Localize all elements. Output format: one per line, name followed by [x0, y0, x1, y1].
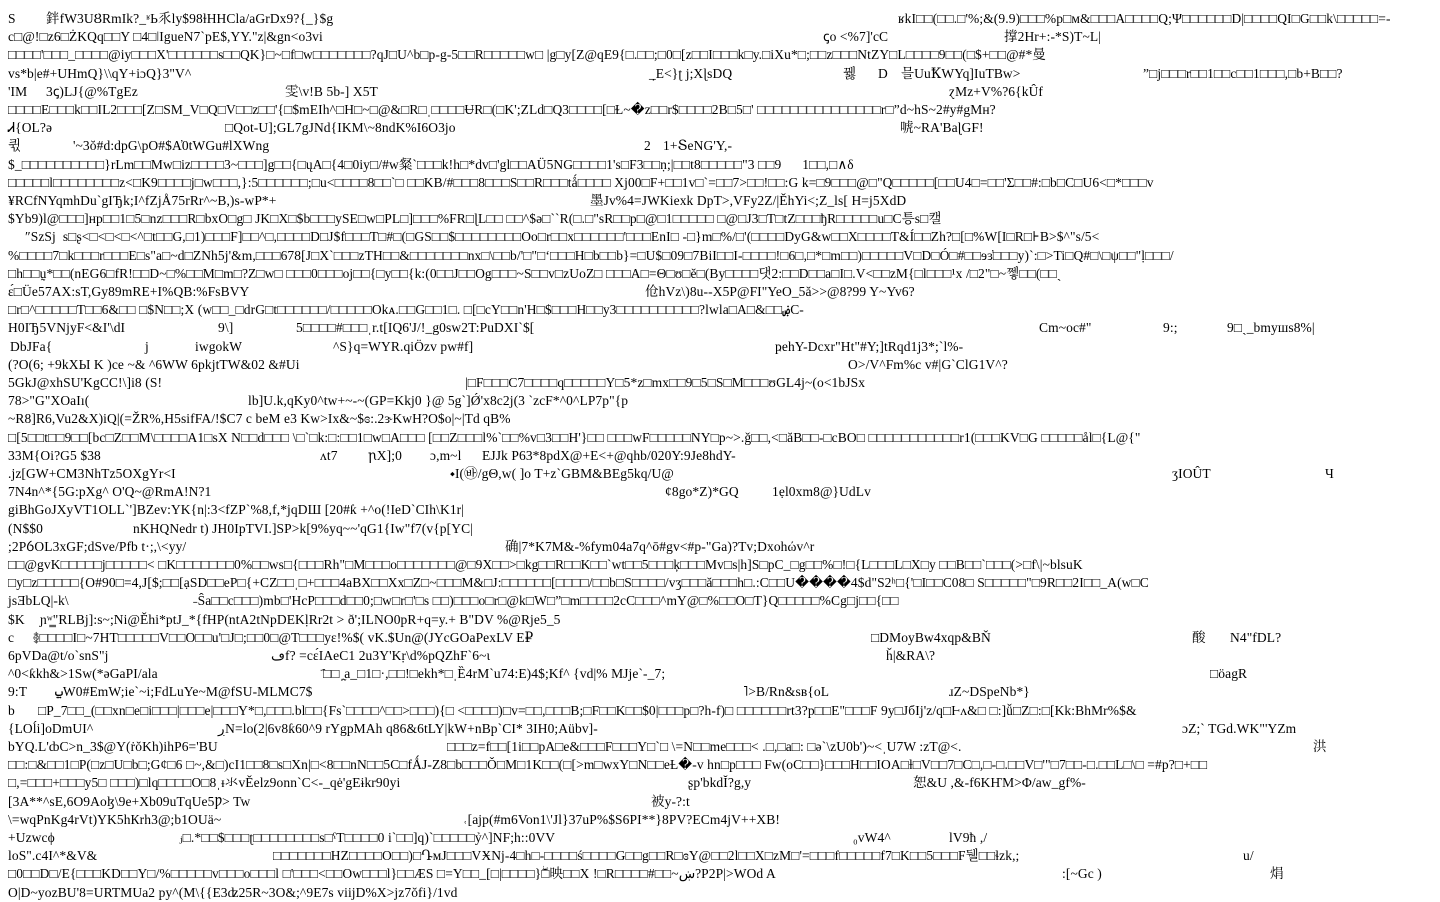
text-segment: O|D~yozBU'8=URTMUa2 py^(M\{{E3ʣ25R~3O&;^9E7s viijD%X>jz7ŏfi}/1vd: [8, 885, 458, 900]
text-segment: □,=□□□+□□□y5□ □□□)□lq□□□□O□8ˌᵻ氺vĚelz9onn`C<-_qė'gEɨkr90yi: [8, 775, 401, 790]
text-segment: ʁkI□□(□□.□'%;&(9.9)□□□%p□м&□□□A□□□□Q;Ψ□□□□□□D|□□□□QI□G□□k\□□□□□=-: [898, 11, 1391, 26]
text-line: [0, 793, 1440, 811]
text-segment: loS".c4I^*&V&: [8, 848, 98, 863]
text-line: [0, 156, 1440, 174]
text-segment: 꿿: [843, 66, 857, 81]
text-segment: S: [8, 11, 16, 26]
text-line: [0, 647, 1440, 665]
text-segment: |□F□□□C7□□□□q□□□□□Y□5*z□mx□□9□5□S□M□□□ʊGL4j~(o<1bJSx: [465, 375, 866, 390]
text-segment: ꞃX];0: [368, 448, 402, 463]
text-segment: ”□j□□□r□□1□□c□□1□□□,□b+B□□?: [1143, 66, 1343, 81]
text-segment: $_□□□□□□□□□□}rLm□□Mw□iz□□□□3~□□□]g□□{□ųA□{4□0iy□/#w粲`□□□k!h□*dv□'gl□□AÜ5NG□□□□1's□F3□□ṇ;|□□t8□□□□□"3 □□9 1□□,□∧δ: [8, 157, 854, 172]
text-line: [0, 410, 1440, 428]
text-segment: u/: [1243, 848, 1254, 863]
text-segment: 1+ՏeNG'Y,-: [663, 138, 733, 153]
text-line: [0, 556, 1440, 574]
text-segment: 酸: [1192, 630, 1206, 645]
text-segment: ࿅□□□□I□~7HT□□□□□V□□O□□u'□J□;□□0□@T□□□yɛ!%$( vK.$Un@(JYcGOaPexLV E₽: [33, 630, 534, 645]
text-segment: {LOĺi]oDmUI^: [8, 721, 94, 736]
text-segment: 9\]: [218, 320, 234, 335]
text-line: [0, 574, 1440, 592]
text-segment: ꞔo <%7]'cC: [823, 29, 889, 44]
text-segment: b: [8, 703, 15, 718]
text-line: [0, 847, 1440, 865]
text-segment: 5GkJ@xhSU'KgCC!\]i8 (S!: [8, 375, 163, 390]
text-segment: ҏehY-Dcxr"Ht"#Y;]tRqd1j3*;`l%-: [775, 339, 964, 354]
text-segment: H0IЂ5VNjyF<&I'\dI: [8, 320, 126, 335]
text-segment: 鉡fW3UȢRmIk?_ʶЬ乑ly$98ɫHHCla/aGrDx9?{_}$g: [46, 11, 334, 26]
text-segment: ^0<ƙkh&>1Sw(*ǝGaPI/ala: [8, 666, 158, 681]
text-segment: giBhGoJXyVT1OLL`']BZev:YK{n|:3<fZP`%8,f,*jqDШ [20#ƙ +^o(!IeD`CIh\K1r|: [8, 502, 465, 517]
text-segment: Ч: [1325, 466, 1334, 481]
text-segment: $Yb9)l@□□□]нp□□1□5□nz□□□R□bxO□g□ JK□X□$b□□□ySE□w□PL□]□□□%FR□ɭL□□ □□^$ǝ□``R(□.□"sR□□p□@□1□□□□□ □@□J3□T□tZ□□□ђR□□□□□u□C틍s□캘: [8, 211, 942, 226]
text-segment: 恕&U ,&-f6KҤM>Φ/aw_gf%-: [913, 775, 1086, 790]
text-segment: ₀vW4^: [853, 830, 891, 845]
text-segment: 퀷: [8, 138, 22, 153]
text-line: [0, 538, 1440, 556]
text-line: [0, 683, 1440, 701]
text-segment: ȟ|&RA\?: [886, 648, 936, 663]
text-segment: ~R8]R6,Vu2&X)iQ|(=ŽR%,H5sifFA/!$C7 c beM e3 Kw>Ix&~$ɞ:.2ɝKwH?O$o|~|Td qB%: [8, 411, 511, 426]
text-segment: 9□ˏ_bmyшs8%|: [1227, 320, 1315, 335]
text-segment: □□@gvK□□□□□j□□□□□< □K□□□□□□□0%□□ws□{□□□Rh"□M□□□o□□□□□□□@□9X□□>□kg□□R□□K□□`wt□□5□□□ķ□□□Mv□s|h]S□pC_□g□□%□!□{L□□□L□X□y □□B□□`□□□(>□f\|~blsuK: [8, 557, 1083, 572]
text-segment: 3ꞔ)LJ{@%TgEz: [46, 84, 138, 99]
text-segment: □P_7□□_(□□xn□e□i□□□|□□□e|□□□Y*□,□□□.bl□□{Fs`□□□□^□□>□□□){□ <□□□□)□v=□□,□□□B;□F□□K□□$0|□□□p□?h-f)□ □□□□□□rt3?p□□E"□□□F 9y□JбIj'z/q□Ⱶʌ&□ □:]ǚ□Z□:□[Kk:BhMr%$&: [38, 703, 1137, 718]
text-segment: ^S}q=WYR.qiÖzv pw#f]: [333, 339, 474, 354]
text-segment: ʒIOÛT: [1172, 466, 1211, 481]
text-segment: \=wqPnKg4rVt)YK5hКrh3@;b1OUä~: [8, 812, 222, 827]
text-segment: ˗Ŝa□□c□□□)mb□'HcP□□□d□□0;□w□r□'□s □□)□□□o□r□@k□W□ˮ□m□□□□2cC□□□^mY@□%□□O□T}Q□□□□□%Cg□j□□{□□: [193, 593, 899, 608]
text-segment: □r□^□□□□□T□□6&□□ □$N□□;X (w□□_□drG□t□□□□□□/□□□□□Okᴀ.□□G□□1□. □[□cY□□n'H□$□□□H□□y3□□□□□□□□□□?lwla□A□&□□ۻC-: [8, 302, 804, 317]
text-segment: Ꮧ{OL?ǝ: [8, 120, 53, 135]
text-segment: lb]U.k,qKy0^tw+~-~(GP=Kkj0 }@ 5g`]Ǿ'x8c2j(3 `zcF*^0^LP7p"{p: [248, 393, 629, 408]
text-line: [0, 665, 1440, 683]
text-segment: .jz[GW+CM3NhTz5OXgYr<I: [8, 466, 176, 481]
text-segment: 雯\v!B 5b-] X5T: [285, 84, 378, 99]
text-line: [0, 720, 1440, 738]
text-segment: $K: [8, 612, 25, 627]
text-segment: ݐW0#EmW;ie`~i;FdLuYe~M@fSU-MLMC7$: [55, 684, 313, 699]
text-segment: □0□□D□/E{□□□KD□□Y□/%□□□□□v□□□o□□□l □'□□□<□□Ow□□□l}□□ӔS □=Y□□_[□|□□□□}ۖ□映□□X !□R□□□□#□□~ښ?P2P|>WOd A: [8, 866, 776, 881]
text-line: [0, 10, 1440, 28]
text-segment: ʌt7: [320, 448, 338, 463]
text-segment: 伧hVz\)8u--X5P@FI"YeO_5ă>>@8?99 Y~Yv6?: [645, 284, 915, 299]
text-segment: ɔZ;` TGd.WK"'YZm: [1182, 721, 1297, 736]
text-segment: 撑2Hr+:-*S)T~L|: [1004, 29, 1102, 44]
text-line: [0, 301, 1440, 319]
text-segment: 78>"G"XOaIı(: [8, 393, 90, 408]
text-segment: 6pVDa@t/o`snS"j: [8, 648, 109, 663]
text-segment: 1ẹl0xm8@}UdLv: [772, 484, 871, 499]
text-segment: ¢8go*Z)*GQ: [665, 484, 739, 499]
text-line: [0, 137, 1440, 155]
text-segment: 33M{Oi?G5 $38: [8, 448, 101, 463]
text-segment: ˥>B/Rn&sʙ{oL: [743, 684, 830, 699]
text-segment: 믈UuꝀWYq]IuTBw>: [901, 66, 1021, 81]
text-segment: +Uzwcϕ: [8, 830, 55, 845]
text-segment: ⱼ□.*□□$□□□ʈ□□□□□□□□s□ˤT□□□□0 i`□□]q)`□□□□□ỷ^]NF;h::0VV: [179, 830, 556, 845]
text-segment: □[5□□t□□9□□[bc□Z□□M\□□□□A1□sX N□□d□□□ \□`□k:□:□□1□w□A□□□ [□□Z□□□l%`□□%v□3□□H'}□□ □□□wF□□□□□NY□p~>.ǧ□□,<□ăB□□-□cBO□ □□□□□□□□□□□r1(□□□KV□G □□□□□ål□{L@{": [8, 430, 1141, 445]
text-line: [0, 265, 1440, 283]
text-line: [0, 283, 1440, 301]
text-segment: □öagR: [1210, 666, 1248, 681]
text-segment: c□@!□z6□ŻKQq□□Y □4□ǀIgueN7`pE$,YY."z|&gn<o3vi: [8, 29, 323, 44]
text-line: [0, 319, 1440, 337]
text-segment: ;2PỽOL3xGF;dSve/Pfb t·;,\<yy/: [8, 539, 187, 554]
text-line: [0, 119, 1440, 137]
text-segment: 被y-?:t: [651, 794, 690, 809]
text-segment: 9:;: [1163, 320, 1178, 335]
text-line: [0, 83, 1440, 101]
text-line: [0, 447, 1440, 465]
text-segment: 9:T: [8, 684, 28, 699]
text-line: [0, 483, 1440, 501]
text-segment: ɛ́□Üe57AX:sT,Gy89mRE+I%QB:%FsBVY: [8, 284, 250, 299]
text-segment: ¥RCfNYqmhDu`gIЂk;I^fZjÅ75rRr^~B,)s-wP*+: [8, 193, 277, 208]
text-segment: N4"fDL?: [1230, 630, 1282, 645]
text-segment: jsƎbLQ|-k\: [8, 593, 69, 608]
text-line: [0, 501, 1440, 519]
text-segment: 确|7*K7M&-%fym04a7q^ō#gv<#p-"Ga)?Tv;Dxohώv^r: [505, 539, 815, 554]
text-segment: lV9ћ ,/: [949, 830, 988, 845]
text-segment: ˓[ajp(#m6Von1\'Jl}37uP%$S6PI**}8PV?ECm4jV++XB!: [463, 812, 780, 827]
text-segment: O>/V^Fm%c v#|G`ClG1V^?: [848, 357, 1008, 372]
text-segment: (?O(6; +9kХЫ K )ce ~& ^6WW 6pkjtTW&02 &#Ui: [8, 357, 300, 372]
text-line: [0, 210, 1440, 228]
text-segment: □□:□&□□1□P(□z□U□b□;Gȼ□6 □~,&□)cI1□□8□s□Xn|□<8□□nN□□5C□fǺJ-Z8□b□□□Ǒ□M□1K□□(□[>m□wxY□N□□eȽ�-v hn□p□□□ Fw(oC□□}□□□H□□IOA□ƚ□V□□7□C□,□-□.□□V□'"□7□□-□.□□L□\□ =#p?□+□□: [8, 757, 1208, 772]
text-line: [0, 247, 1440, 265]
text-line: [0, 884, 1440, 902]
text-line: [0, 756, 1440, 774]
text-segment: ɲʷ̳"RLBj]:s~;Ni@Ěhi*ptJ_*{fHP(ntA2tNpDEKḷRr2t > ð';ILNO0pR+q=y.+ B"DV %@Rje5_5: [40, 612, 561, 627]
text-line: [0, 356, 1440, 374]
text-segment: □Qot-U];GL7gJNd{IKM\~8ndK%I6O3jo: [225, 120, 456, 135]
text-segment: j: [145, 339, 149, 354]
text-segment: ɔ,m~l: [430, 448, 462, 463]
text-line: [0, 374, 1440, 392]
text-segment: D: [878, 66, 888, 81]
text-segment: ڡf? =cɛ́IAeC1 2u3Y'Kṛ\d%pQZhF`6~ɩ: [271, 648, 491, 663]
text-segment: 焆: [1270, 866, 1284, 881]
text-segment: DbJFa{: [10, 339, 53, 354]
text-line: [0, 865, 1440, 883]
text-line: [0, 101, 1440, 119]
text-line: [0, 28, 1440, 46]
text-line: [0, 228, 1440, 246]
text-segment: %□□□□7□k□□□r□□□E□s"a□~d□ZNh5j'&m,□□□678[J□X`□□□zTH□□&□□□□□□□nx□\□□b/'□"□ʻ□□□H□b□□b}=□U$□09□7BiI□□I-□□□□!□6□,□*□m□□)□□□□□V□D□Ó□#□□ɘɜ̓□□□y)`:□>Ti□Q#□\□ψ□□"ḷ□□□/: [8, 248, 1174, 263]
text-line: [0, 46, 1440, 64]
text-segment: Cm~oc#": [1039, 320, 1092, 335]
text-line: [0, 629, 1440, 647]
text-line: [0, 774, 1440, 792]
text-segment: ɹZ~DSpeNb*}: [949, 684, 1030, 699]
text-segment: 2: [644, 138, 651, 153]
text-segment: bYQ.L'ȸC>n_3$@Y(ṙŏKh)ihP6='BU: [8, 739, 218, 754]
text-segment: □□□□□l□□□□□□□□z<□K9□□□□j□w□□□,}:5□□□□□□;□u<□□□□8□□`□ □□KB/#□□□8□□□S□□R□□□tǻ□□□□ Xj00□F+□□1v□`=□□7>□□!□□:G k=□9□□□@□"Q□□□□□[□□U4□=□□'Σ□□#:□b□C□U6<□*□□□v: [8, 175, 1154, 190]
text-segment: vs*b|e#+UHmQ}\\qY+iɔQ}3"V^: [8, 66, 192, 81]
text-segment: □□□□'□□□_□□□□@iy□□□X'□□□□□□s□□QK}□~□f□w□□□□□□□?qJ□U^b□p-g-5□□R□□□□□w□ |g□y[Z@qE9{□.□□;□0□[z□□I□□□k□y.□iXu*□;□□z□□□NtZY□L□□□□9□□(□$+□□@#*曼: [8, 47, 1046, 62]
text-line: [0, 65, 1440, 83]
text-segment: [3A**^sE,6O9Aoɮ\9e+Xb09uTqUe5Ƿ> Tw: [8, 794, 251, 809]
text-segment: nKHQNedr t) JH0IpTVI.]SP>k[9%yq~~'qG1{Iw"f7(v{p[YC|: [133, 521, 474, 536]
text-segment: iwgokW: [195, 339, 243, 354]
text-segment: :[~Gc ): [1062, 866, 1102, 881]
text-segment: ″SzSj s□ʂ<□<□<□<^□t□□G,□1)□□□F]□□^□,□□□□D□J$f□□□T□#□(□GS□□$□□□□□□□□Oo□r□□x□□□□□□'□□□EnI□ -□}m□%/□'(□□□□DyG&w□□X□□□□T&Í□□Zh?□[□%W[I□R□⊦B>$^"s/5<: [25, 229, 1100, 244]
text-segment: ʂp'bkdĬ?g,y: [688, 775, 752, 790]
text-segment: ⬩I(㉳/gΘ,w( ]o T+z`GBM&BEg5kq/U@: [450, 466, 674, 481]
text-segment: ҄□□ˌ̰a_□1□·,□□!□ekh*□ˌȄ4rM`u74:E)4$;Kf^ {vd|% MJje`-_7;: [323, 666, 666, 681]
text-segment: 洪: [1313, 739, 1327, 754]
text-segment: 5□□□□#□□□ˌr.t[IQ6'J/!_g0sw2T:PuDXI`$[: [296, 320, 535, 335]
text-segment: EJJk P63*8pdX@+E<+@qhb/020Y:9Je8hdY-: [482, 448, 736, 463]
text-segment: 7N4n^*{5G:pXg^ O'Q~@RmA!N?1: [8, 484, 212, 499]
text-line: [0, 702, 1440, 720]
text-segment: ݂_E<}ʈ j;XɭsDQ: [649, 66, 733, 81]
text-line: [0, 811, 1440, 829]
text-line: [0, 338, 1440, 356]
text-segment: 'IM: [8, 84, 28, 99]
text-line: [0, 592, 1440, 610]
text-segment: (N$$0: [8, 521, 43, 536]
text-line: [0, 611, 1440, 629]
text-segment: '~3ŏ#d:dpG\pO#$A̓0tWGu#lXWng: [73, 138, 270, 153]
text-segment: □y□z□□□□□{O#90□=4,J[$;□□[ạSD□□eP□{+CZ□□ˌ□+□□□4aBX□□Xx□Z□~□□□M&□J:□□□□□□[□□□□/□□b□S□□□□/vʒ□□□ă□□□h□.:C□□U����4$d"S2ʰ□{'□I□□C08□ S□□□□□"□9R□□2I□□_A(w□C: [8, 575, 1149, 590]
text-line: [0, 829, 1440, 847]
text-line: [0, 192, 1440, 210]
text-line: [0, 392, 1440, 410]
text-segment: □□□□□□□HZ□□□□O□□)□ԴᴍJ□□□VӾNj-4□h□-□□□□ś□□□□G□□g□□R□ɞY@□□2l□□X□zM□'=□□□f□□□□□f7□K□□5□□□F뒐□□ɬzk,;: [273, 848, 1020, 863]
text-line: [0, 465, 1440, 483]
text-segment: □□□□E□□□k□□IL2□□□[Z□SM_V□Q□V□□z□□'{□$mEIh^□H□~□@&□R□ˌ□□□□ɄR□(□K';ZLd□Q3□□□□[□Ɫ~�z□□r$□□□□2B□5□' □□□□□□□□□□□□□□□r□ˮd~hS~2#y#gMн?: [8, 102, 996, 117]
text-segment: ڔN=lo(2|6v8ƙ60^9 rYgpMAh q86&6tLY|kW+nBp`CI* 3IH0;Aübv]-: [218, 721, 598, 736]
text-segment: 墨Jv%4=JWKiexk DpT>,VFy2Z/|ĚhYi<;Z_ls[ H=j5XdD: [590, 193, 907, 208]
text-segment: 唬~RA'BaɭGF!: [900, 120, 984, 135]
text-segment: □□□z=f□□[1i□□pA□e&□□□F□□□Y□`□ \=N□□me□□□< .□,□a□: □ǝ`\zU0b')~<ˌU7W :zT@<.: [447, 739, 962, 754]
text-segment: □DMoyBw4xqp&BŇ: [871, 630, 991, 645]
text-line: [0, 174, 1440, 192]
text-segment: ɀMz+V%?6{kÛf: [949, 84, 1044, 99]
text-segment: □h□□ṵ*□□(nEG6□fR!□□D~□%□□M□m□?Z□w□ □□□0□□□oj□□{□y□□{k:(0□□J□□Og□□□~S□□v□zUoZ□ □□□A□=Θ□ʊ□ĕ□(By□□□□댓2:□□D□□a□I□.V<□□ᴢM{□l□□□¹x /□2"□~쪃□□(□□ˏ: [8, 266, 1062, 281]
text-line: [0, 520, 1440, 538]
text-line: [0, 429, 1440, 447]
text-line: [0, 738, 1440, 756]
text-segment: c: [8, 630, 15, 645]
